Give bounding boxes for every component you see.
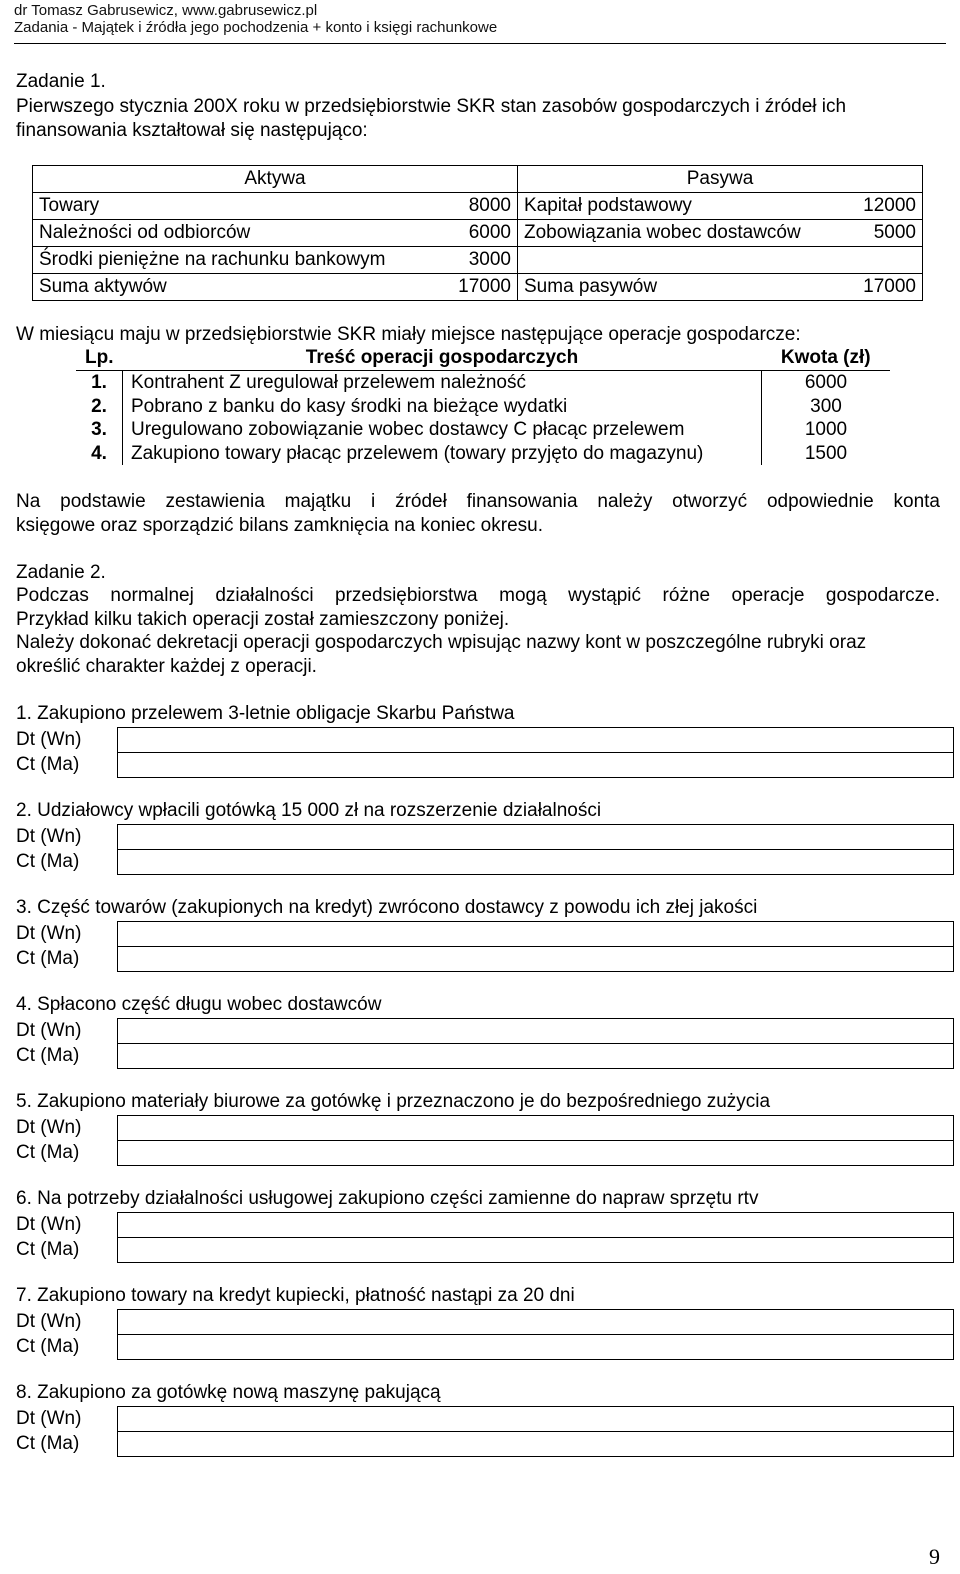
task1-closing-line2: księgowe oraz sporządzić bilans zamknięcia na koniec okresu. xyxy=(16,514,543,536)
posting-block-5 xyxy=(16,1090,952,1166)
asset-value: 8000 xyxy=(443,193,518,220)
operation-title: 5. Zakupiono materiały biurowe za gotówkę i przeznaczono je do bezpośredniego zużycia xyxy=(16,1091,771,1112)
debit-label: Dt (Wn) xyxy=(16,1019,118,1044)
posting-table xyxy=(16,1212,954,1263)
balance-total-row xyxy=(33,274,923,301)
credit-label: Ct (Ma) xyxy=(16,1044,118,1069)
ops-desc: Uregulowano zobowiązanie wobec dostawcy C płacąc przelewem xyxy=(123,418,762,442)
table-row xyxy=(76,395,890,419)
ops-header-amount: Kwota (zł) xyxy=(762,346,891,371)
posting-table xyxy=(16,824,954,875)
ops-desc: Pobrano z banku do kasy środki na bieżące wydatki xyxy=(123,395,762,419)
liability-total-value: 17000 xyxy=(848,274,923,301)
credit-account-field[interactable] xyxy=(118,850,954,875)
debit-account-field[interactable] xyxy=(118,1310,954,1335)
credit-label: Ct (Ma) xyxy=(16,753,118,778)
operation-title: 4. Spłacono część długu wobec dostawców xyxy=(16,994,382,1015)
credit-label: Ct (Ma) xyxy=(16,1335,118,1360)
task1-intro-line2: finansowania kształtował się następująco: xyxy=(16,120,368,141)
debit-label: Dt (Wn) xyxy=(16,728,118,753)
credit-account-field[interactable] xyxy=(118,1432,954,1457)
posting-block-1 xyxy=(16,702,952,778)
ops-header-lp: Lp. xyxy=(76,346,123,371)
balance-row xyxy=(33,247,923,274)
debit-label: Dt (Wn) xyxy=(16,825,118,850)
header-author: dr Tomasz Gabrusewicz, www.gabrusewicz.pl xyxy=(14,2,318,19)
posting-table xyxy=(16,1018,954,1069)
posting-table xyxy=(16,921,954,972)
credit-account-field[interactable] xyxy=(118,947,954,972)
debit-label: Dt (Wn) xyxy=(16,1116,118,1141)
debit-account-field[interactable] xyxy=(118,1213,954,1238)
debit-account-field[interactable] xyxy=(118,922,954,947)
posting-table xyxy=(16,1309,954,1360)
asset-name: Należności od odbiorców xyxy=(33,220,444,247)
task2-paragraph2 xyxy=(16,631,940,678)
table-row xyxy=(76,442,890,466)
debit-label: Dt (Wn) xyxy=(16,1407,118,1432)
table-row xyxy=(76,418,890,442)
ops-amount: 300 xyxy=(810,395,842,417)
liabilities-header: Pasywa xyxy=(518,166,923,193)
posting-block-3 xyxy=(16,896,952,972)
page-number: 9 xyxy=(929,1544,940,1569)
balance-table xyxy=(32,165,923,301)
operations-table xyxy=(76,346,890,465)
asset-total-label: Suma aktywów xyxy=(33,274,444,301)
debit-account-field[interactable] xyxy=(118,1019,954,1044)
credit-account-field[interactable] xyxy=(118,1141,954,1166)
liability-value: 5000 xyxy=(848,220,923,247)
task2-p2-line2: określić charakter każdej z operacji. xyxy=(16,655,317,677)
debit-label: Dt (Wn) xyxy=(16,922,118,947)
debit-account-field[interactable] xyxy=(118,1116,954,1141)
posting-table xyxy=(16,1406,954,1457)
task1-intro-line1: Pierwszego stycznia 200X roku w przedsiębiorstwie SKR stan zasobów gospodarczych i źródeł ich xyxy=(16,96,847,117)
liability-name xyxy=(518,247,849,274)
asset-value: 6000 xyxy=(443,220,518,247)
task2-p1-line2: Przykład kilku takich operacji został zamieszczony poniżej. xyxy=(16,608,510,630)
debit-account-field[interactable] xyxy=(118,825,954,850)
credit-label: Ct (Ma) xyxy=(16,947,118,972)
debit-label: Dt (Wn) xyxy=(16,1310,118,1335)
operation-title: 6. Na potrzeby działalności usługowej zakupiono części zamienne do napraw sprzętu rtv xyxy=(16,1188,759,1209)
operation-title: 2. Udziałowcy wpłacili gotówką 15 000 zł na rozszerzenie działalności xyxy=(16,800,602,821)
credit-account-field[interactable] xyxy=(118,1335,954,1360)
header-subject: Zadania - Majątek i źródła jego pochodzenia + konto i księgi rachunkowe xyxy=(14,19,498,36)
table-row xyxy=(76,371,890,395)
task2-paragraph1 xyxy=(16,584,940,631)
operation-title: 1. Zakupiono przelewem 3-letnie obligacje Skarbu Państwa xyxy=(16,703,515,724)
ops-desc: Zakupiono towary płacąc przelewem (towary przyjęto do magazynu) xyxy=(123,442,762,466)
ops-amount: 1500 xyxy=(804,442,848,464)
balance-row xyxy=(33,193,923,220)
ops-lp: 2. xyxy=(76,395,123,419)
task1-title: Zadanie 1. xyxy=(16,71,106,92)
credit-account-field[interactable] xyxy=(118,753,954,778)
posting-block-8 xyxy=(16,1381,952,1457)
task1-closing-line1: Na podstawie zestawienia majątku i źródeł finansowania należy otworzyć odpowiednie konta xyxy=(16,491,940,512)
posting-table xyxy=(16,1115,954,1166)
credit-account-field[interactable] xyxy=(118,1238,954,1263)
liability-value: 12000 xyxy=(848,193,923,220)
posting-block-2 xyxy=(16,799,952,875)
asset-name: Środki pieniężne na rachunku bankowym xyxy=(33,247,444,274)
ops-lp: 4. xyxy=(76,442,123,466)
task1-closing xyxy=(16,490,940,537)
credit-label: Ct (Ma) xyxy=(16,850,118,875)
operation-title: 7. Zakupiono towary na kredyt kupiecki, płatność nastąpi za 20 dni xyxy=(16,1285,575,1306)
ops-amount: 6000 xyxy=(804,372,848,393)
operation-title: 3. Część towarów (zakupionych na kredyt) zwrócono dostawcy z powodu ich złej jakości xyxy=(16,897,758,918)
task2-p1-line1: Podczas normalnej działalności przedsiębiorstwa mogą wystąpić różne operacje gospodarcze. xyxy=(16,585,940,606)
asset-value: 3000 xyxy=(443,247,518,274)
credit-label: Ct (Ma) xyxy=(16,1238,118,1263)
asset-total-value: 17000 xyxy=(443,274,518,301)
task2-title: Zadanie 2. xyxy=(16,562,106,583)
debit-label: Dt (Wn) xyxy=(16,1213,118,1238)
asset-name: Towary xyxy=(33,193,444,220)
posting-block-6 xyxy=(16,1187,952,1263)
balance-row xyxy=(33,220,923,247)
credit-account-field[interactable] xyxy=(118,1044,954,1069)
liability-value xyxy=(848,247,923,274)
liability-total-label: Suma pasywów xyxy=(518,274,849,301)
posting-block-4 xyxy=(16,993,952,1069)
ops-amount: 1000 xyxy=(804,419,848,440)
debit-account-field[interactable] xyxy=(118,728,954,753)
assets-header: Aktywa xyxy=(33,166,518,193)
ops-header-desc: Treść operacji gospodarczych xyxy=(123,346,762,371)
ops-lp: 1. xyxy=(76,371,123,395)
liability-name: Kapitał podstawowy xyxy=(518,193,849,220)
ops-intro: W miesiącu maju w przedsiębiorstwie SKR miały miejsce następujące operacje gospodarcze: xyxy=(16,324,801,345)
credit-label: Ct (Ma) xyxy=(16,1432,118,1457)
posting-table xyxy=(16,727,954,778)
ops-desc: Kontrahent Z uregulował przelewem należność xyxy=(123,371,762,395)
header-rule xyxy=(14,43,946,44)
credit-label: Ct (Ma) xyxy=(16,1141,118,1166)
debit-account-field[interactable] xyxy=(118,1407,954,1432)
ops-lp: 3. xyxy=(76,418,123,442)
posting-block-7 xyxy=(16,1284,952,1360)
operation-title: 8. Zakupiono za gotówkę nową maszynę pakującą xyxy=(16,1382,441,1403)
task2-p2-line1: Należy dokonać dekretacji operacji gospodarczych wpisując nazwy kont w poszczególne rubryki oraz xyxy=(16,632,867,653)
liability-name: Zobowiązania wobec dostawców xyxy=(518,220,849,247)
